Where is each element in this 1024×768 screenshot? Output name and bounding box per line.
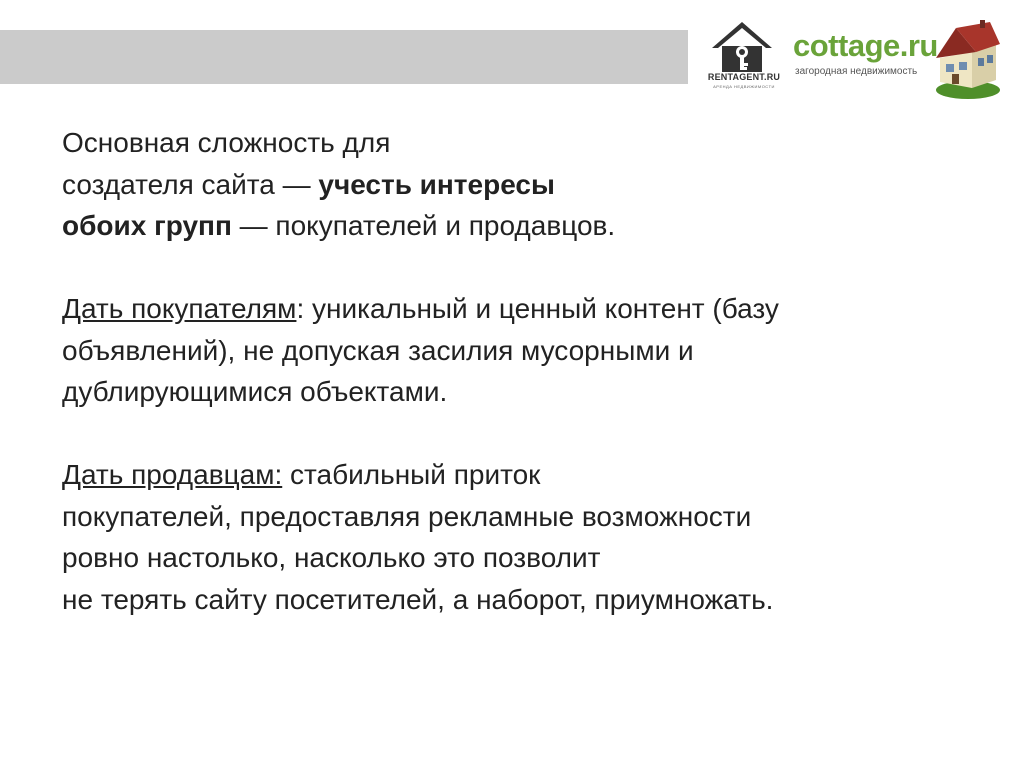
text-span: — покупателей и продавцов. [231,210,616,241]
underlined-heading: Дать покупателям [62,293,297,324]
text-line [62,371,982,413]
text-span: ровно настолько, насколько это позволит [62,542,601,573]
header-logos [700,18,1020,98]
rentagent-tagline: АРЕНДА НЕДВИЖИМОСТИ [713,84,775,89]
text-span: : уникальный и ценный контент (базу [296,293,779,324]
text-span: Основная сложность для [62,127,391,158]
text-span: не терять сайту посетителей, а наборот, приумножать. [62,583,774,615]
text-line [62,288,982,330]
bold-text: обоих групп [62,210,232,241]
rentagent-logo[interactable] [704,18,780,96]
header-bar [0,30,688,84]
cottage-logo-name[interactable]: cottage.ru [793,28,938,63]
bold-text: учесть интересы [318,168,555,200]
text-line [62,122,982,164]
house-key-icon [704,18,780,74]
text-span: объявлений), не допуская засилия мусорными и [62,334,694,366]
text-line [62,205,982,247]
text-span: покупателей, предоставляя рекламные возможности [62,500,752,532]
cottage-logo-tagline: загородная недвижимость [795,66,918,77]
text-span: стабильный приток [282,459,541,490]
text-line [62,537,982,579]
text-line [62,496,982,538]
text-line [62,579,982,621]
text-span: создателя сайта — [62,168,319,200]
text-span: дублирующимися объектами. [62,376,448,407]
text-line [62,454,982,496]
slide-body [62,122,982,662]
paragraph-main-challenge [62,122,982,247]
underlined-heading: Дать продавцам: [62,459,283,490]
rentagent-name: RENTAGENT.RU [707,72,781,82]
text-line [62,164,982,206]
cottage-house-icon [932,18,1002,100]
text-line [62,330,982,372]
paragraph-sellers [62,454,982,620]
paragraph-buyers [62,288,982,413]
